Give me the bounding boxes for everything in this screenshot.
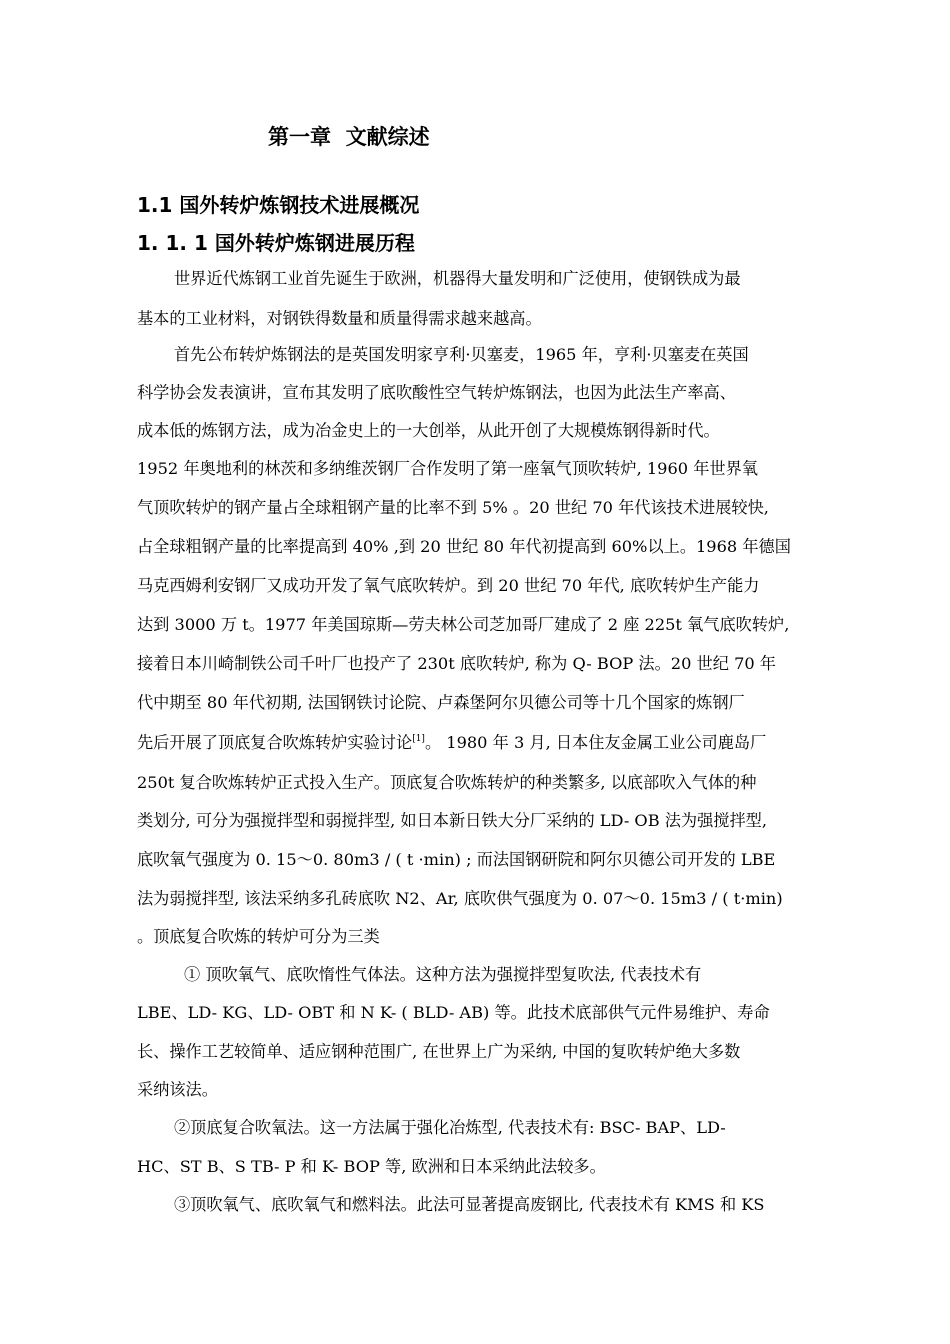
paragraph-line: 首先公布转炉炼钢法的是英国发明家亨利·贝塞麦，1965 年，亨利·贝塞麦在英国 [174,345,749,364]
paragraph-line: 科学协会发表演讲，宣布其发明了底吹酸性空气转炉炼钢法，也因为此法生产率高、 [137,383,736,402]
section-title: 1.1 国外转炉炼钢技术进展概况 [137,193,420,217]
paragraph-line: 马克西姆利安钢厂又成功开发了氧气底吹转炉。到 20 世纪 70 年代, 底吹转炉生产能力 [137,576,760,595]
paragraph-line: 成本低的炼钢方法，成为冶金史上的一大创举，从此开创了大规模炼钢得新时代。 [137,421,720,440]
paragraph-line: 达到 3000 万 t。1977 年美国琼斯—劳夫林公司芝加哥厂建成了 2 座 225t 氧气底吹转炉, [137,615,790,634]
paragraph-line: LBE、LD- KG、LD- OBT 和 N K- ( BLD- AB) 等。此技术底部供气元件易维护、寿命 [137,1003,770,1022]
paragraph-line: 底吹氧气强度为 0. 15～0. 80m3 / ( t ·min) ; 而法国钢研院和阿尔贝德公司开发的 LBE [137,850,776,869]
paragraph-line: 类划分, 可分为强搅拌型和弱搅拌型, 如日本新日铁大分厂采纳的 LD- OB 法为强搅拌型, [137,811,768,830]
paragraph-line: ③顶吹氧气、底吹氧气和燃料法。此法可显著提高废钢比, 代表技术有 KMS 和 KS [174,1195,765,1214]
paragraph-text: 。 1980 年 3 月, 日本住友金属工业公司鹿岛厂 [424,733,767,752]
paragraph-line: ① 顶吹氧气、底吹惰性气体法。这种方法为强搅拌型复吹法, 代表技术有 [184,965,702,984]
paragraph-line: 世界近代炼钢工业首先诞生于欧洲，机器得大量发明和广泛使用，使钢铁成为最 [174,269,741,288]
paragraph-line: 长、操作工艺较简单、适应钢种范围广, 在世界上广为采纳, 中国的复吹转炉绝大多数 [137,1042,741,1061]
paragraph-line: 250t 复合吹炼转炉正式投入生产。顶底复合吹炼转炉的种类繁多, 以底部吹入气体的种 [137,773,757,792]
paragraph-line: 采纳该法。 [137,1080,218,1099]
paragraph-line: 。顶底复合吹炼的转炉可分为三类 [137,927,380,946]
citation-reference[interactable]: [1] [412,734,425,744]
paragraph-line: 基本的工业材料，对钢铁得数量和质量得需求越来越高。 [137,309,542,328]
paragraph-line: 占全球粗钢产量的比率提高到 40% ,到 20 世纪 80 年代初提高到 60%以上。1968 年德国 [137,537,791,556]
paragraph-line: 法为弱搅拌型, 该法采纳多孔砖底吹 N2、Ar, 底吹供气强度为 0. 07～0. 15m3 / ( t·min) [137,889,783,908]
paragraph-line: ②顶底复合吹氧法。这一方法属于强化冶炼型, 代表技术有: BSC- BAP、LD- [174,1118,726,1137]
paragraph-text: 先后开展了顶底复合吹炼转炉实验讨论 [137,733,413,752]
subsection-title: 1. 1. 1 国外转炉炼钢进展历程 [137,231,415,255]
paragraph-line: HC、ST B、S TB- P 和 K- BOP 等, 欧洲和日本采纳此法较多。 [137,1157,606,1176]
chapter-title: 第一章 文献综述 [268,125,430,149]
paragraph-line: 1952 年奥地利的林茨和多纳维茨钢厂合作发明了第一座氧气顶吹转炉, 1960 年世界氧 [137,459,758,478]
paragraph-line: 气顶吹转炉的钢产量占全球粗钢产量的比率不到 5% 。20 世纪 70 年代该技术进展较快, [137,498,769,517]
paragraph-line [137,728,766,758]
paragraph-line: 接着日本川崎制铁公司千叶厂也投产了 230t 底吹转炉, 称为 Q- BOP 法。20 世纪 70 年 [137,654,776,673]
paragraph-line: 代中期至 80 年代初期, 法国钢铁讨论院、卢森堡阿尔贝德公司等十几个国家的炼钢厂 [137,693,745,712]
